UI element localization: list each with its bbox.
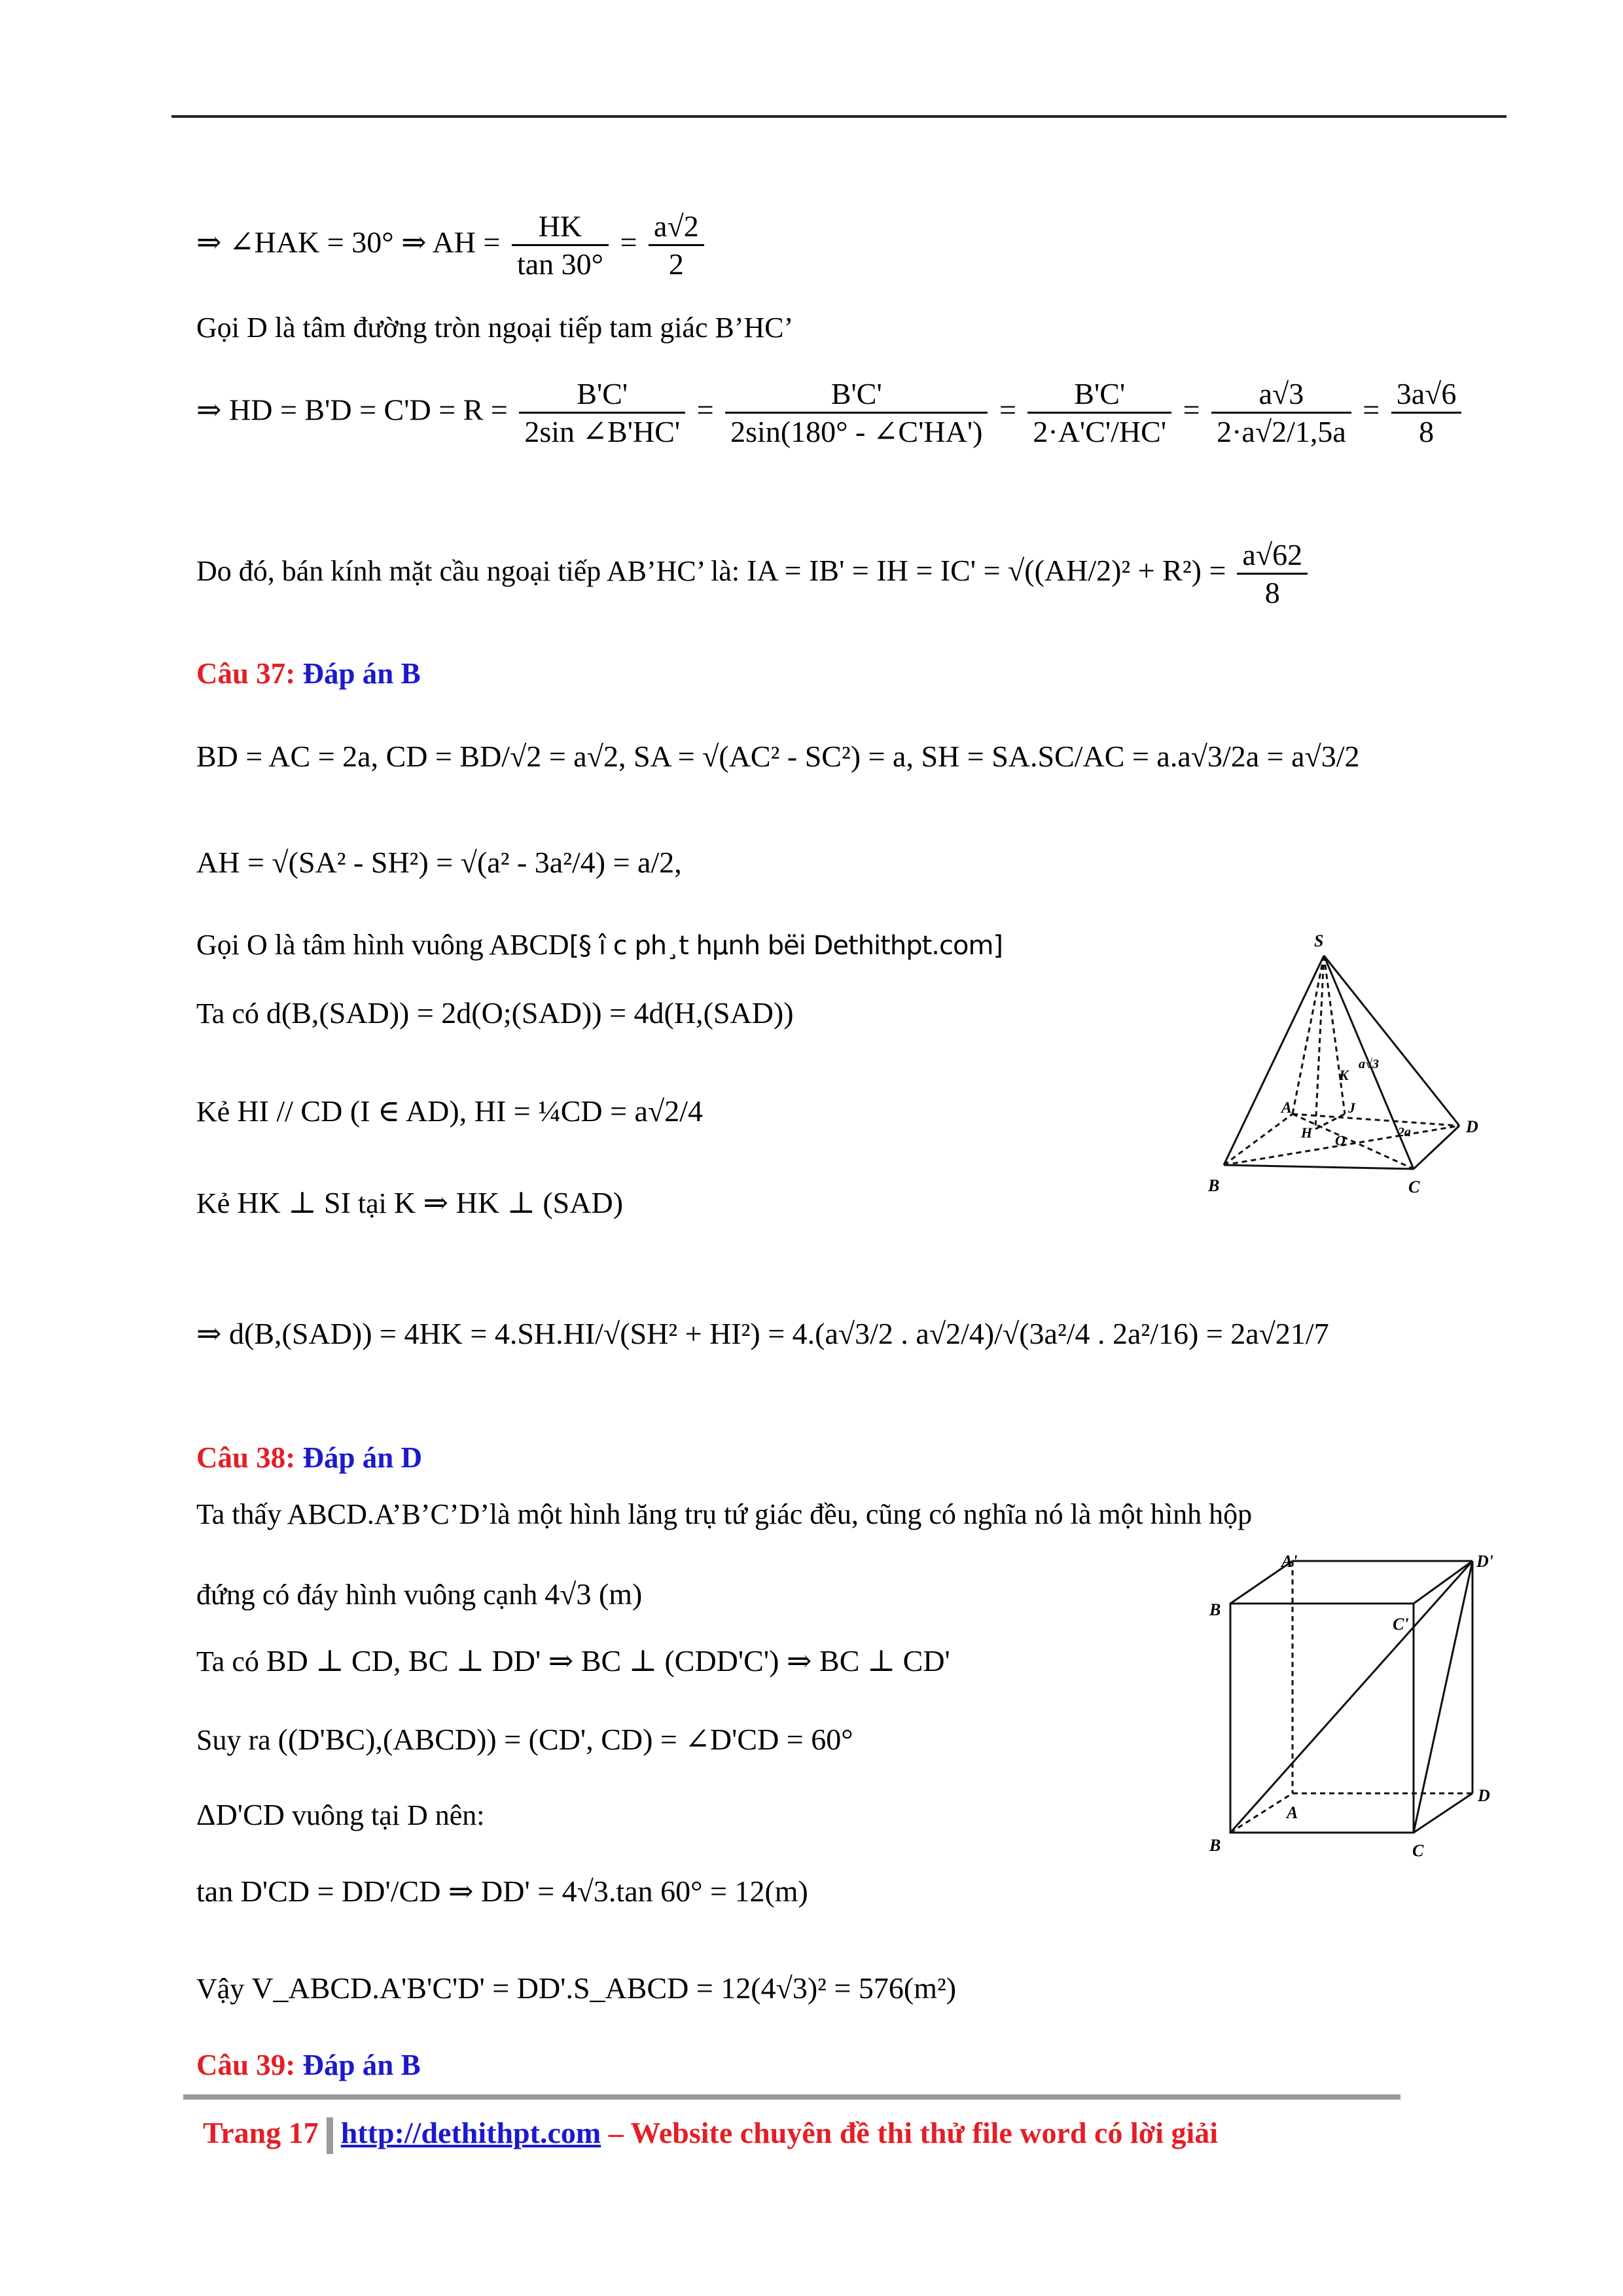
equation-hk: Kẻ HK ⊥ SI tại K ⇒ HK ⊥ (SAD) [196,1186,624,1219]
label-2a: 2a [1398,1125,1411,1139]
equation-hi: Kẻ HI // CD (I ∈ AD), HI = ¼CD = a√2/4 [196,1094,703,1128]
prism-figure [1204,1551,1505,1905]
equation-perpendicular: Ta có BD ⊥ CD, BC ⊥ DD' ⇒ BC ⊥ (CDD'C') ⇒ BC ⊥ CD' [196,1644,950,1677]
equation-angle: Suy ra ((D'BC),(ABCD)) = (CD', CD) = ∠D'CD = 60° [196,1723,853,1756]
footer [203,2115,1218,2154]
label-a: A [1281,1100,1293,1117]
equation-radius: ⇒ HD = B'D = C'D = R = $\frac{B'C'}{2\sin \angle B'HC'}$ = $\frac{B'C'}{2\sin(180^\circ - \angle C'HA')}$ = $\frac{B'C'}{2\cdot A'C'/HC'}$ = $\frac{a√3}{2\cdot a√2/1,5a}$ = $\frac{3a√6}{8}$ [196,376,1465,450]
label-o: O [1335,1132,1346,1149]
label-h: H [1301,1124,1313,1141]
footer-tagline: – Website chuyên đề thi thử file word có lời giải [608,2116,1219,2149]
heading-cau-38: Câu 38: Đáp án D [196,1441,423,1474]
text-right-triangle: ΔD'CD vuông tại D nên: [196,1798,485,1831]
label-c: C [1408,1177,1420,1196]
label-c-base: C [1412,1841,1424,1860]
label-d-base: D [1478,1786,1490,1805]
label-j: J [1348,1100,1355,1116]
label-b: B [1208,1176,1220,1195]
equation-distance-ratio: Ta có d(B,(SAD)) = 2d(O;(SAD)) = 4d(H,(SAD)) [196,996,794,1030]
header-rule [171,115,1507,118]
equation-sphere-radius: Do đó, bán kính mặt cầu ngoại tiếp AB’HC’ là: IA = IB' = IH = IC' = √((AH/2)² + R²) = $\frac{a√62}{8}$ [196,537,1311,611]
pyramid-figure [1204,916,1505,1217]
footer-link[interactable]: http://dethithpt.com [340,2116,601,2149]
equation-distance-result: ⇒ d(B,(SAD)) = 4HK = 4.SH.HI/√(SH² + HI²) = 4.(a√3/2 . a√2/4)/√(3a²/4 . 2a²/16) = 2a√21/7 [196,1317,1329,1350]
text-circumcenter: Gọi D là tâm đường tròn ngoại tiếp tam giác B’HC’ [196,312,794,344]
label-s: S [1314,931,1324,950]
heading-cau-37: Câu 37: Đáp án B [196,657,421,690]
label-d-prime: D' [1476,1552,1493,1571]
footer-rule [183,2094,1400,2100]
label-c-prime: C' [1393,1615,1409,1634]
label-b-prime: B [1209,1600,1221,1619]
label-k: K [1339,1067,1349,1083]
equation-volume: Vậy V_ABCD.A'B'C'D' = DD'.S_ABCD = 12(4√3)² = 576(m²) [196,1971,957,2005]
page-number: Trang 17 [203,2116,319,2149]
equation-lengths: BD = AC = 2a, CD = BD/√2 = a√2, SA = √(AC² - SC²) = a, SH = SA.SC/AC = a.a√3/2a = a√3/2 [196,740,1360,773]
equation-height: tan D'CD = DD'/CD ⇒ DD' = 4√3.tan 60° = 12(m) [196,1874,808,1908]
text-prism-description: Ta thấy ABCD.A’B’C’D’là một hình lăng trụ tứ giác đều, cũng có nghĩa nó là một hình hộp [196,1498,1253,1530]
text-square-side: đứng có đáy hình vuông cạnh 4√3 (m) [196,1577,643,1611]
text-center-o: Gọi O là tâm hình vuông ABCD[§ î c ph¸t hµnh bëi Dethithpt.com] [196,929,1003,961]
heading-cau-39: Câu 39: Đáp án B [196,2049,421,2081]
label-a-sqrt3: a√3 [1359,1057,1379,1071]
label-a-base: A [1287,1803,1298,1822]
equation-ah: AH = √(SA² - SH²) = √(a² - 3a²/4) = a/2, [196,846,682,879]
label-b-base: B [1209,1836,1221,1855]
label-a-prime: A' [1281,1552,1298,1571]
equation-hak: ⇒ ∠HAK = 30° ⇒ AH = $\frac{HK}{\tan 30^\circ}$ = $\frac{a√2}{2}$ [196,208,708,282]
label-d: D [1466,1117,1478,1136]
